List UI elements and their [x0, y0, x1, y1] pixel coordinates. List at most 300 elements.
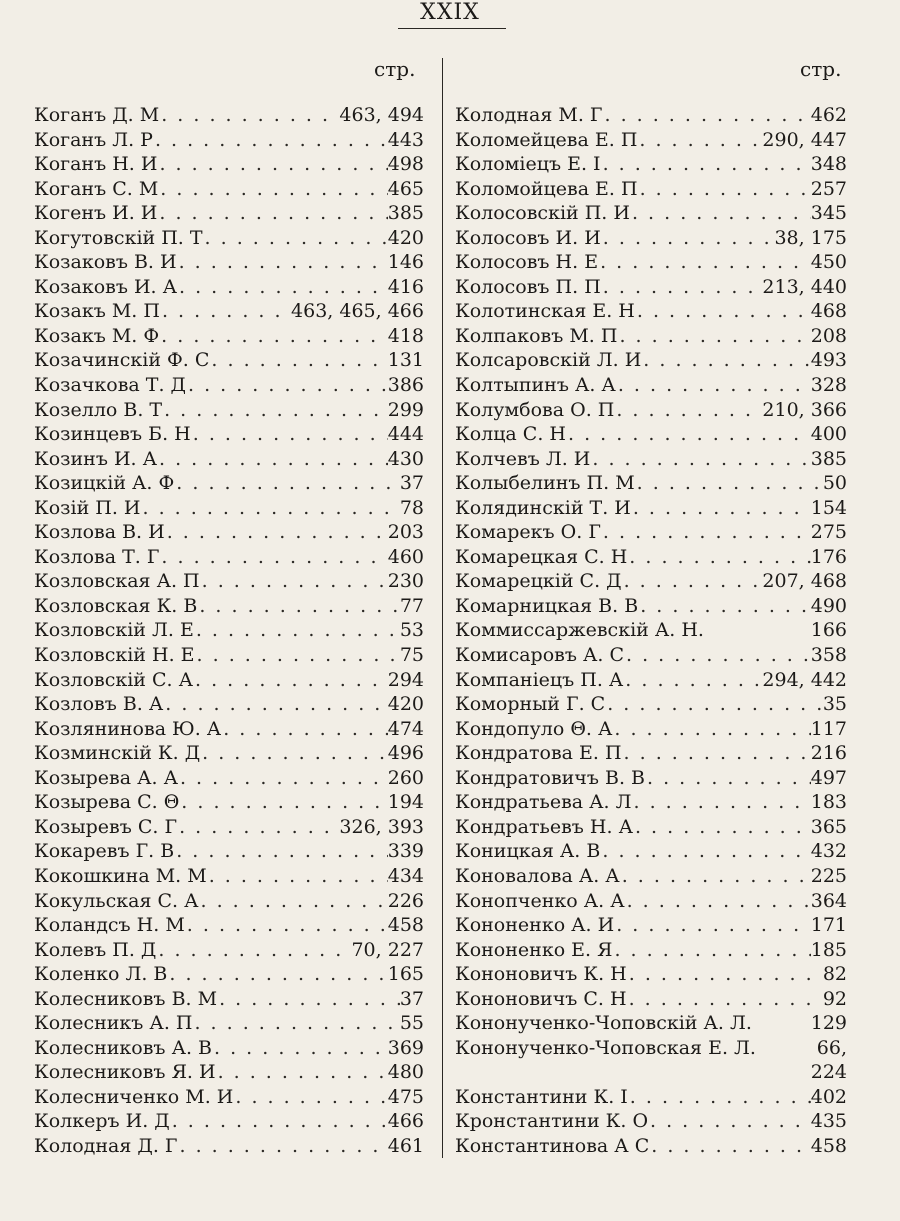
index-entry: [455, 447, 847, 472]
entry-pages: 400: [810, 423, 847, 446]
index-entry: [34, 201, 424, 226]
dot-leader: [156, 938, 351, 963]
dot-leader: [601, 520, 811, 545]
dot-leader: [209, 348, 387, 373]
index-entry: [455, 422, 847, 447]
dot-leader: [622, 569, 763, 594]
entry-pages: 364: [810, 889, 847, 912]
entry-name: Козачкова Т. Д: [34, 374, 186, 397]
index-entry: [455, 471, 847, 496]
dot-leader: [179, 790, 387, 815]
dot-leader: [605, 692, 823, 717]
index-entry: [455, 373, 847, 398]
index-entry: [34, 1134, 424, 1159]
entry-pages: 497: [810, 766, 847, 789]
entry-name: Кронстантини К. О: [455, 1110, 649, 1133]
entry-pages: 82: [822, 963, 847, 986]
index-entry: [34, 1036, 424, 1061]
dot-leader: [153, 128, 388, 153]
dot-leader: [631, 496, 811, 521]
entry-pages: 432: [810, 840, 847, 863]
entry-name: Кокульская С. А: [34, 889, 199, 912]
entry-name: Колкеръ И. Д: [34, 1110, 170, 1133]
entry-name: Козинцевъ Б. Н: [34, 423, 191, 446]
entry-name: Козакъ М. П: [34, 300, 160, 323]
entry-pages: 465: [387, 177, 424, 200]
index-entry: [455, 962, 847, 987]
dot-leader: [635, 471, 823, 496]
index-entry: [34, 299, 424, 324]
entry-pages: 290, 447: [762, 128, 847, 151]
entry-name: Козинъ И. А: [34, 447, 157, 470]
entry-pages: 225: [810, 864, 847, 887]
index-entry: [34, 790, 424, 815]
entry-pages: 294: [387, 668, 424, 691]
entry-pages: 369: [387, 1036, 424, 1059]
index-entry: [455, 103, 847, 128]
entry-name: Козлова Т. Г: [34, 545, 160, 568]
dot-leader: [199, 889, 388, 914]
entry-pages: 299: [387, 398, 424, 421]
index-entry: [455, 545, 847, 570]
entry-name: Козачинскій Ф. С: [34, 349, 210, 372]
index-entry: [34, 1085, 424, 1110]
dot-leader: [627, 987, 823, 1012]
index-entry: [455, 496, 847, 521]
entry-name: Козловскій Н. Е: [34, 644, 195, 667]
entry-pages: 75: [399, 644, 424, 667]
dot-leader: [159, 103, 339, 128]
dot-leader: [177, 250, 388, 275]
entry-pages: 50: [822, 472, 847, 495]
dot-leader: [601, 152, 811, 177]
index-entry: [34, 226, 424, 251]
entry-pages: 171: [810, 914, 847, 937]
index-entry: [455, 520, 847, 545]
dot-leader: [566, 422, 811, 447]
entry-name: Колодная М. Г: [455, 104, 603, 126]
entry-pages: 55: [399, 1012, 424, 1035]
dot-leader: [617, 324, 810, 349]
dot-leader: [601, 275, 763, 300]
dot-leader: [216, 1060, 388, 1085]
dot-leader: [648, 1109, 811, 1134]
entry-name: Коломейцева Е. П: [455, 128, 638, 151]
index-entry: [34, 496, 424, 521]
entry-pages: 402: [810, 1085, 847, 1108]
entry-name: Коландсъ Н. М: [34, 914, 185, 937]
dot-leader: [167, 962, 387, 987]
index-entry: [34, 373, 424, 398]
entry-pages: 458: [387, 914, 424, 937]
entry-pages: 475: [387, 1085, 424, 1108]
dot-leader: [170, 1109, 388, 1134]
entry-name: Колесниковъ А. В: [34, 1036, 212, 1059]
dot-leader: [631, 790, 810, 815]
dot-leader: [191, 422, 388, 447]
entry-name: Кондратовичъ В. В: [455, 766, 645, 789]
entry-pages: 385: [387, 202, 424, 225]
entry-name: Коморный Г. С: [455, 693, 606, 716]
right-column-header: стр.: [800, 57, 842, 81]
entry-name: Козырева С. Θ: [34, 791, 180, 814]
entry-pages: 203: [387, 521, 424, 544]
dot-leader: [624, 643, 811, 668]
entry-pages: 385: [810, 447, 847, 470]
index-entry: [455, 938, 847, 963]
index-entry: [455, 201, 847, 226]
entry-pages: 210, 366: [762, 398, 847, 421]
entry-name: Колодная Д. Г: [34, 1134, 178, 1157]
entry-name: Кононовичъ К. Н: [455, 963, 627, 986]
dot-leader: [633, 815, 811, 840]
dot-leader: [163, 692, 387, 717]
entry-name: Колесниковъ В. М: [34, 987, 218, 1010]
dot-leader: [178, 766, 388, 791]
entry-name: Козій П. И: [34, 496, 141, 519]
index-entry: [455, 790, 847, 815]
index-entry: [455, 864, 847, 889]
index-entry: [34, 1011, 424, 1036]
index-entry: [455, 1036, 847, 1061]
entry-pages: 462: [810, 104, 847, 126]
dot-leader: [221, 717, 388, 742]
dot-leader: [203, 226, 388, 251]
dot-leader: [157, 152, 387, 177]
entry-pages: 213, 440: [762, 275, 847, 298]
dot-leader: [192, 1011, 399, 1036]
index-entry: [34, 1109, 424, 1134]
entry-pages: 365: [810, 815, 847, 838]
dot-leader: [200, 741, 388, 766]
dot-leader: [159, 545, 387, 570]
entry-name: Колумбова О. П: [455, 398, 615, 421]
entry-name: Козицкій А. Ф: [34, 472, 175, 495]
dot-leader: [622, 741, 811, 766]
dot-leader: [158, 177, 387, 202]
entry-name: Кондратьевъ Н. А: [455, 815, 633, 838]
entry-pages: 37: [399, 472, 424, 495]
index-entry: [455, 569, 847, 594]
index-entry: [34, 128, 424, 153]
dot-leader: [637, 128, 762, 153]
entry-pages: 37: [399, 987, 424, 1010]
entry-pages: 70, 227: [351, 938, 424, 961]
index-entry: [455, 398, 847, 423]
entry-name: Коленко Л. В: [34, 963, 168, 986]
entry-name: Кононученко-Чоповскій А. Л.: [455, 1012, 752, 1035]
entry-pages: 176: [810, 545, 847, 568]
index-entry: [455, 1060, 847, 1085]
index-entry: [455, 152, 847, 177]
entry-pages: 474: [387, 717, 424, 740]
entry-name: Кононенко Е. Я: [455, 938, 613, 961]
entry-name: Козловскій С. А: [34, 668, 194, 691]
dot-leader: [162, 398, 388, 423]
dot-leader: [157, 447, 388, 472]
index-entry: [34, 103, 424, 128]
entry-pages: 185: [810, 938, 847, 961]
dot-leader: [159, 324, 388, 349]
entry-pages: 38, 175: [774, 226, 847, 249]
entry-name: Константинова А С: [455, 1134, 650, 1157]
index-entry: [455, 839, 847, 864]
index-entry: [455, 324, 847, 349]
entry-pages: 129: [810, 1012, 847, 1035]
index-entry: [455, 1109, 847, 1134]
dot-leader: [645, 766, 811, 791]
dot-leader: [620, 864, 811, 889]
entry-pages: 463, 465, 466: [291, 300, 424, 323]
entry-name: Козловская А. П: [34, 570, 200, 593]
header-rule: [398, 28, 506, 29]
index-entry: [34, 766, 424, 791]
entry-name: Козаковъ И. А: [34, 275, 178, 298]
dot-leader: [185, 913, 388, 938]
entry-name: Кононученко-Чоповская Е. Л.: [455, 1036, 756, 1059]
entry-name: Коломіецъ Е. І: [455, 153, 601, 176]
entry-pages: 496: [387, 742, 424, 765]
page-number: XXIX: [420, 0, 480, 25]
index-entry: [455, 250, 847, 275]
entry-name: Комарекъ О. Г: [455, 521, 601, 544]
index-entry: [455, 643, 847, 668]
entry-name: Коганъ Л. Р: [34, 128, 153, 151]
entry-pages: 420: [387, 693, 424, 716]
entry-pages: 434: [387, 864, 424, 887]
right-index-column: [455, 103, 847, 1159]
entry-pages: 166: [810, 619, 847, 642]
dot-leader: [186, 373, 388, 398]
dot-leader: [638, 177, 811, 202]
dot-leader: [177, 815, 339, 840]
index-entry: [455, 889, 847, 914]
entry-name: Колосовъ П. П: [455, 275, 601, 298]
entry-pages: 208: [810, 324, 847, 347]
entry-name: Колесниченко М. И: [34, 1085, 234, 1108]
entry-pages: 460: [387, 545, 424, 568]
entry-name: Кокаревъ Г. В: [34, 840, 175, 863]
index-entry: [455, 348, 847, 373]
index-entry: [34, 471, 424, 496]
entry-name: Колосовскій П. И: [455, 202, 630, 225]
index-entry: [455, 766, 847, 791]
entry-pages: 92: [822, 987, 847, 1010]
index-entry: [34, 569, 424, 594]
entry-pages: 326, 393: [339, 815, 424, 838]
entry-name: Коганъ Н. И: [34, 153, 158, 176]
entry-pages: 468: [810, 300, 847, 323]
index-entry: [34, 913, 424, 938]
entry-pages: 458: [810, 1134, 847, 1157]
entry-pages: 416: [387, 275, 424, 298]
entry-name: Козаковъ В. И: [34, 251, 177, 274]
dot-leader: [612, 717, 810, 742]
entry-name: Конопченко А. А: [455, 889, 625, 912]
dot-leader: [630, 201, 811, 226]
dot-leader: [194, 618, 400, 643]
entry-name: Колтыпинъ А. А: [455, 374, 616, 397]
index-entry: [34, 889, 424, 914]
entry-pages: 493: [810, 349, 847, 372]
dot-leader: [649, 1134, 810, 1159]
entry-pages: 146: [387, 251, 424, 274]
entry-name: Компаніецъ П. А: [455, 668, 624, 691]
index-entry: [34, 1060, 424, 1085]
index-entry: [34, 152, 424, 177]
entry-name: Колосовъ И. И: [455, 226, 601, 249]
index-entry: [34, 864, 424, 889]
entry-pages: 418: [387, 324, 424, 347]
index-entry: [34, 250, 424, 275]
dot-leader: [195, 643, 400, 668]
entry-pages: 35: [822, 693, 847, 716]
entry-name: Козакъ М. Ф: [34, 324, 160, 347]
entry-name: Колесниковъ Я. И: [34, 1061, 216, 1084]
dot-leader: [217, 987, 400, 1012]
entry-pages: 345: [810, 202, 847, 225]
dot-leader: [165, 520, 388, 545]
entry-pages: 420: [387, 226, 424, 249]
index-entry: [455, 618, 847, 643]
entry-name: Козловскій Л. Е: [34, 619, 194, 642]
index-entry: [34, 545, 424, 570]
entry-name: Козловская К. В: [34, 594, 198, 617]
dot-leader: [641, 348, 810, 373]
dot-leader: [638, 594, 811, 619]
entry-pages: 216: [810, 742, 847, 765]
left-index-column: [34, 103, 424, 1159]
entry-name: Константини К. І: [455, 1085, 628, 1108]
dot-leader: [625, 889, 811, 914]
index-entry: [34, 987, 424, 1012]
index-entry: [34, 594, 424, 619]
entry-name: Козыревъ С. Г: [34, 815, 178, 838]
index-entry: [34, 717, 424, 742]
dot-leader: [160, 299, 291, 324]
entry-pages: 294, 442: [762, 668, 847, 691]
entry-name: Козелло В. Т: [34, 398, 163, 421]
index-entry: [455, 717, 847, 742]
entry-pages: 386: [387, 374, 424, 397]
entry-pages: 260: [387, 766, 424, 789]
entry-pages: 466: [387, 1110, 424, 1133]
index-entry: [34, 668, 424, 693]
index-entry: [34, 618, 424, 643]
entry-name: Коновалова А. А: [455, 864, 620, 887]
index-entry: [34, 177, 424, 202]
dot-leader: [157, 201, 387, 226]
entry-name: Когутовскій П. Т: [34, 226, 203, 249]
index-entry: [34, 692, 424, 717]
entry-pages: 77: [399, 594, 424, 617]
entry-name: Коломойцева Е. П: [455, 177, 638, 200]
index-entry: [34, 398, 424, 423]
entry-name: Колосовъ Н. Е: [455, 251, 599, 274]
dot-leader: [200, 569, 388, 594]
dot-leader: [627, 545, 810, 570]
entry-name: Коммиссаржевскій А. Н.: [455, 619, 704, 642]
index-entry: [34, 324, 424, 349]
dot-leader: [174, 839, 388, 864]
entry-pages: 498: [387, 153, 424, 176]
entry-name: Козминскій К. Д: [34, 742, 201, 765]
entry-pages: 226: [387, 889, 424, 912]
dot-leader: [598, 250, 811, 275]
entry-pages: 131: [387, 349, 424, 372]
column-divider: [442, 58, 443, 1158]
entry-pages: 66,: [816, 1036, 847, 1059]
index-entry: [34, 938, 424, 963]
index-entry: [455, 1085, 847, 1110]
entry-pages: 117: [810, 717, 847, 740]
entry-name: Колядинскій Т. И: [455, 496, 631, 519]
dot-leader: [177, 275, 388, 300]
entry-pages: 443: [387, 128, 424, 151]
dot-leader: [177, 1134, 387, 1159]
index-entry: [455, 987, 847, 1012]
entry-name: Кондратова Е. П: [455, 742, 622, 765]
index-entry: [34, 741, 424, 766]
dot-leader: [635, 299, 811, 324]
entry-name: Комарецкая С. Н: [455, 545, 628, 568]
dot-leader: [614, 913, 811, 938]
dot-leader: [628, 1085, 811, 1110]
entry-pages: 183: [810, 791, 847, 814]
entry-pages: 207, 468: [762, 570, 847, 593]
index-entry: [34, 520, 424, 545]
index-entry: [34, 962, 424, 987]
entry-name: Колпаковъ М. П: [455, 324, 618, 347]
dot-leader: [616, 373, 811, 398]
entry-pages: 490: [810, 594, 847, 617]
entry-name: Кокошкина М. М: [34, 864, 207, 887]
entry-pages: 435: [810, 1110, 847, 1133]
entry-pages: 358: [810, 644, 847, 667]
entry-name: Кононенко А. И: [455, 914, 615, 937]
index-entry: [455, 299, 847, 324]
entry-name: Коницкая А. В: [455, 840, 601, 863]
index-entry: [455, 692, 847, 717]
index-entry: [455, 275, 847, 300]
entry-pages: 230: [387, 570, 424, 593]
index-entry: [455, 741, 847, 766]
entry-name: Колыбелинъ П. М: [455, 472, 635, 495]
entry-name: Комарецкій С. Д: [455, 570, 622, 593]
dot-leader: [174, 471, 400, 496]
index-entry: [34, 447, 424, 472]
dot-leader: [590, 447, 810, 472]
entry-name: Колчевъ Л. И: [455, 447, 591, 470]
entry-name: Комарницкая В. В: [455, 594, 639, 617]
dot-leader: [233, 1085, 387, 1110]
entry-pages: 328: [810, 374, 847, 397]
entry-name: Кондратьева А. Л: [455, 791, 632, 814]
entry-name: Козлянинова Ю. А: [34, 717, 222, 740]
entry-pages: 257: [810, 177, 847, 200]
entry-name: Козырева А. А: [34, 766, 178, 789]
entry-name: Колесникъ А. П: [34, 1012, 193, 1035]
index-entry: [34, 422, 424, 447]
entry-pages: 450: [810, 251, 847, 274]
dot-leader: [141, 496, 400, 521]
entry-name: Колца С. Н: [455, 423, 566, 446]
entry-pages: 154: [810, 496, 847, 519]
entry-pages: 194: [387, 791, 424, 814]
index-entry: [455, 594, 847, 619]
entry-pages: 224: [810, 1061, 847, 1084]
entry-name: Коганъ Д. М: [34, 104, 160, 126]
